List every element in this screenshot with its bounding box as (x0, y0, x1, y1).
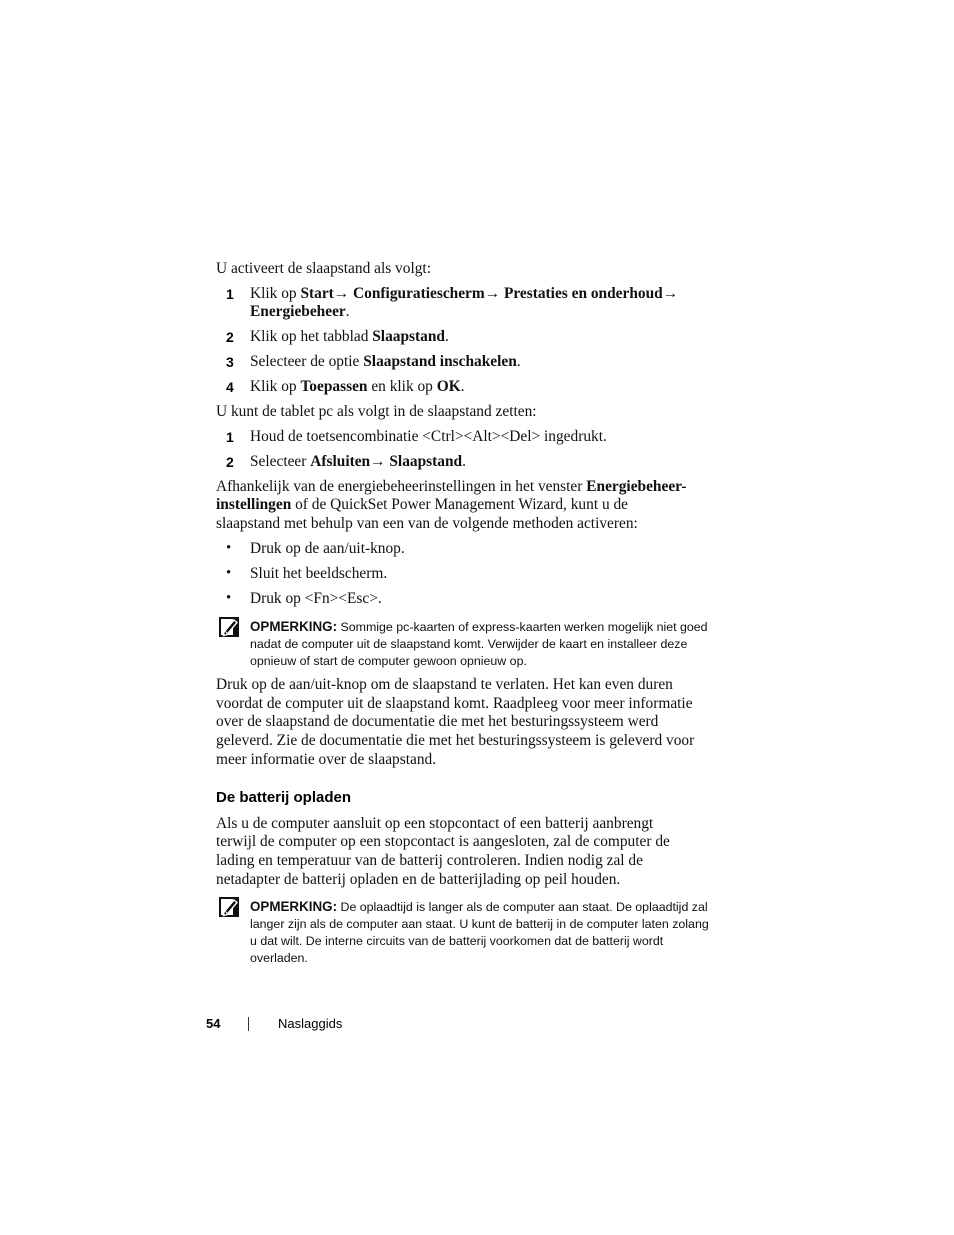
step-number: 1 (226, 429, 234, 445)
para2-line: voordat de computer uit de slaapstand komt. Raadpleeg voor meer informatie (216, 695, 693, 712)
step-3: Selecteer de optie Slaapstand inschakelen. (250, 353, 521, 370)
step-number: 1 (226, 286, 234, 302)
step-number: 2 (226, 329, 234, 345)
step-number: 3 (226, 354, 234, 370)
bullet-item: Druk op <Fn><Esc>. (250, 590, 382, 607)
step-number: 2 (226, 454, 234, 470)
step-1-line-2: Energiebeheer. (250, 303, 350, 320)
para2-line: over de slaapstand de documentatie die met het besturingssysteem werd (216, 713, 659, 730)
intro-text-2: U kunt de tablet pc als volgt in de slaapstand zetten: (216, 403, 537, 420)
para2-line: Druk op de aan/uit-knop om de slaapstand te verlaten. Het kan even duren (216, 676, 673, 693)
bullet: • (226, 540, 232, 556)
para3-line: terwijl de computer op een stopcontact is aangesloten, zal de computer de (216, 833, 670, 850)
note-1: OPMERKING: Sommige pc-kaarten of express-kaarten werken mogelijk niet goed nadat de computer uit de slaapstand komt. Verwijder de kaart en installeer deze opnieuw of start de computer gewoon opnieuw op. (250, 619, 708, 668)
para3-line: Als u de computer aansluit op een stopcontact of een batterij aanbrengt (216, 815, 654, 832)
intro-text: U activeert de slaapstand als volgt: (216, 260, 431, 277)
page-number: 54 (206, 1016, 221, 1031)
para2-line: meer informatie over de slaapstand. (216, 751, 437, 768)
bullet-item: Druk op de aan/uit-knop. (250, 540, 405, 557)
pencil-note-icon (219, 617, 239, 637)
note-2: OPMERKING: De oplaadtijd is langer als de computer aan staat. De oplaadtijd zal langer zijn als de computer aan staat. U kunt de batterij in de computer laten zolang u dat wilt. De interne circuits van de batterij voorkomen dat de batterij wordt overladen. (250, 899, 709, 965)
para1-line-1: Afhankelijk van de energiebeheerinstellingen in het venster Energiebeheer- (216, 478, 687, 495)
para2-line: geleverd. Zie de documentatie die met het besturingssysteem is geleverd voor (216, 732, 695, 749)
step-4: Klik op Toepassen en klik op OK. (250, 378, 465, 395)
footer-separator (248, 1017, 249, 1031)
bullet: • (226, 565, 232, 581)
bullet-item: Sluit het beeldscherm. (250, 565, 388, 582)
step-2: Klik op het tabblad Slaapstand. (250, 328, 449, 345)
step-number: 4 (226, 379, 234, 395)
pencil-note-icon (219, 897, 239, 917)
section-heading: De batterij opladen (216, 789, 352, 806)
para3-line: netadapter de batterij opladen en de batterijlading op peil houden. (216, 871, 621, 888)
bullet: • (226, 590, 232, 606)
tablet-step-1: Houd de toetsencombinatie <Ctrl><Alt><Del> ingedrukt. (250, 428, 607, 445)
para3-line: lading en temperatuur van de batterij controleren. Indien nodig zal de (216, 852, 643, 869)
para1-line-3: slaapstand met behulp van een van de volgende methoden activeren: (216, 515, 638, 532)
step-1-line-1: Klik op Start→ Configuratiescherm→ Prestaties en onderhoud→ (250, 285, 679, 302)
tablet-step-2: Selecteer Afsluiten→ Slaapstand. (250, 453, 466, 470)
footer-title: Naslaggids (278, 1016, 343, 1031)
para1-line-2: instellingen of de QuickSet Power Management Wizard, kunt u de (216, 496, 629, 513)
